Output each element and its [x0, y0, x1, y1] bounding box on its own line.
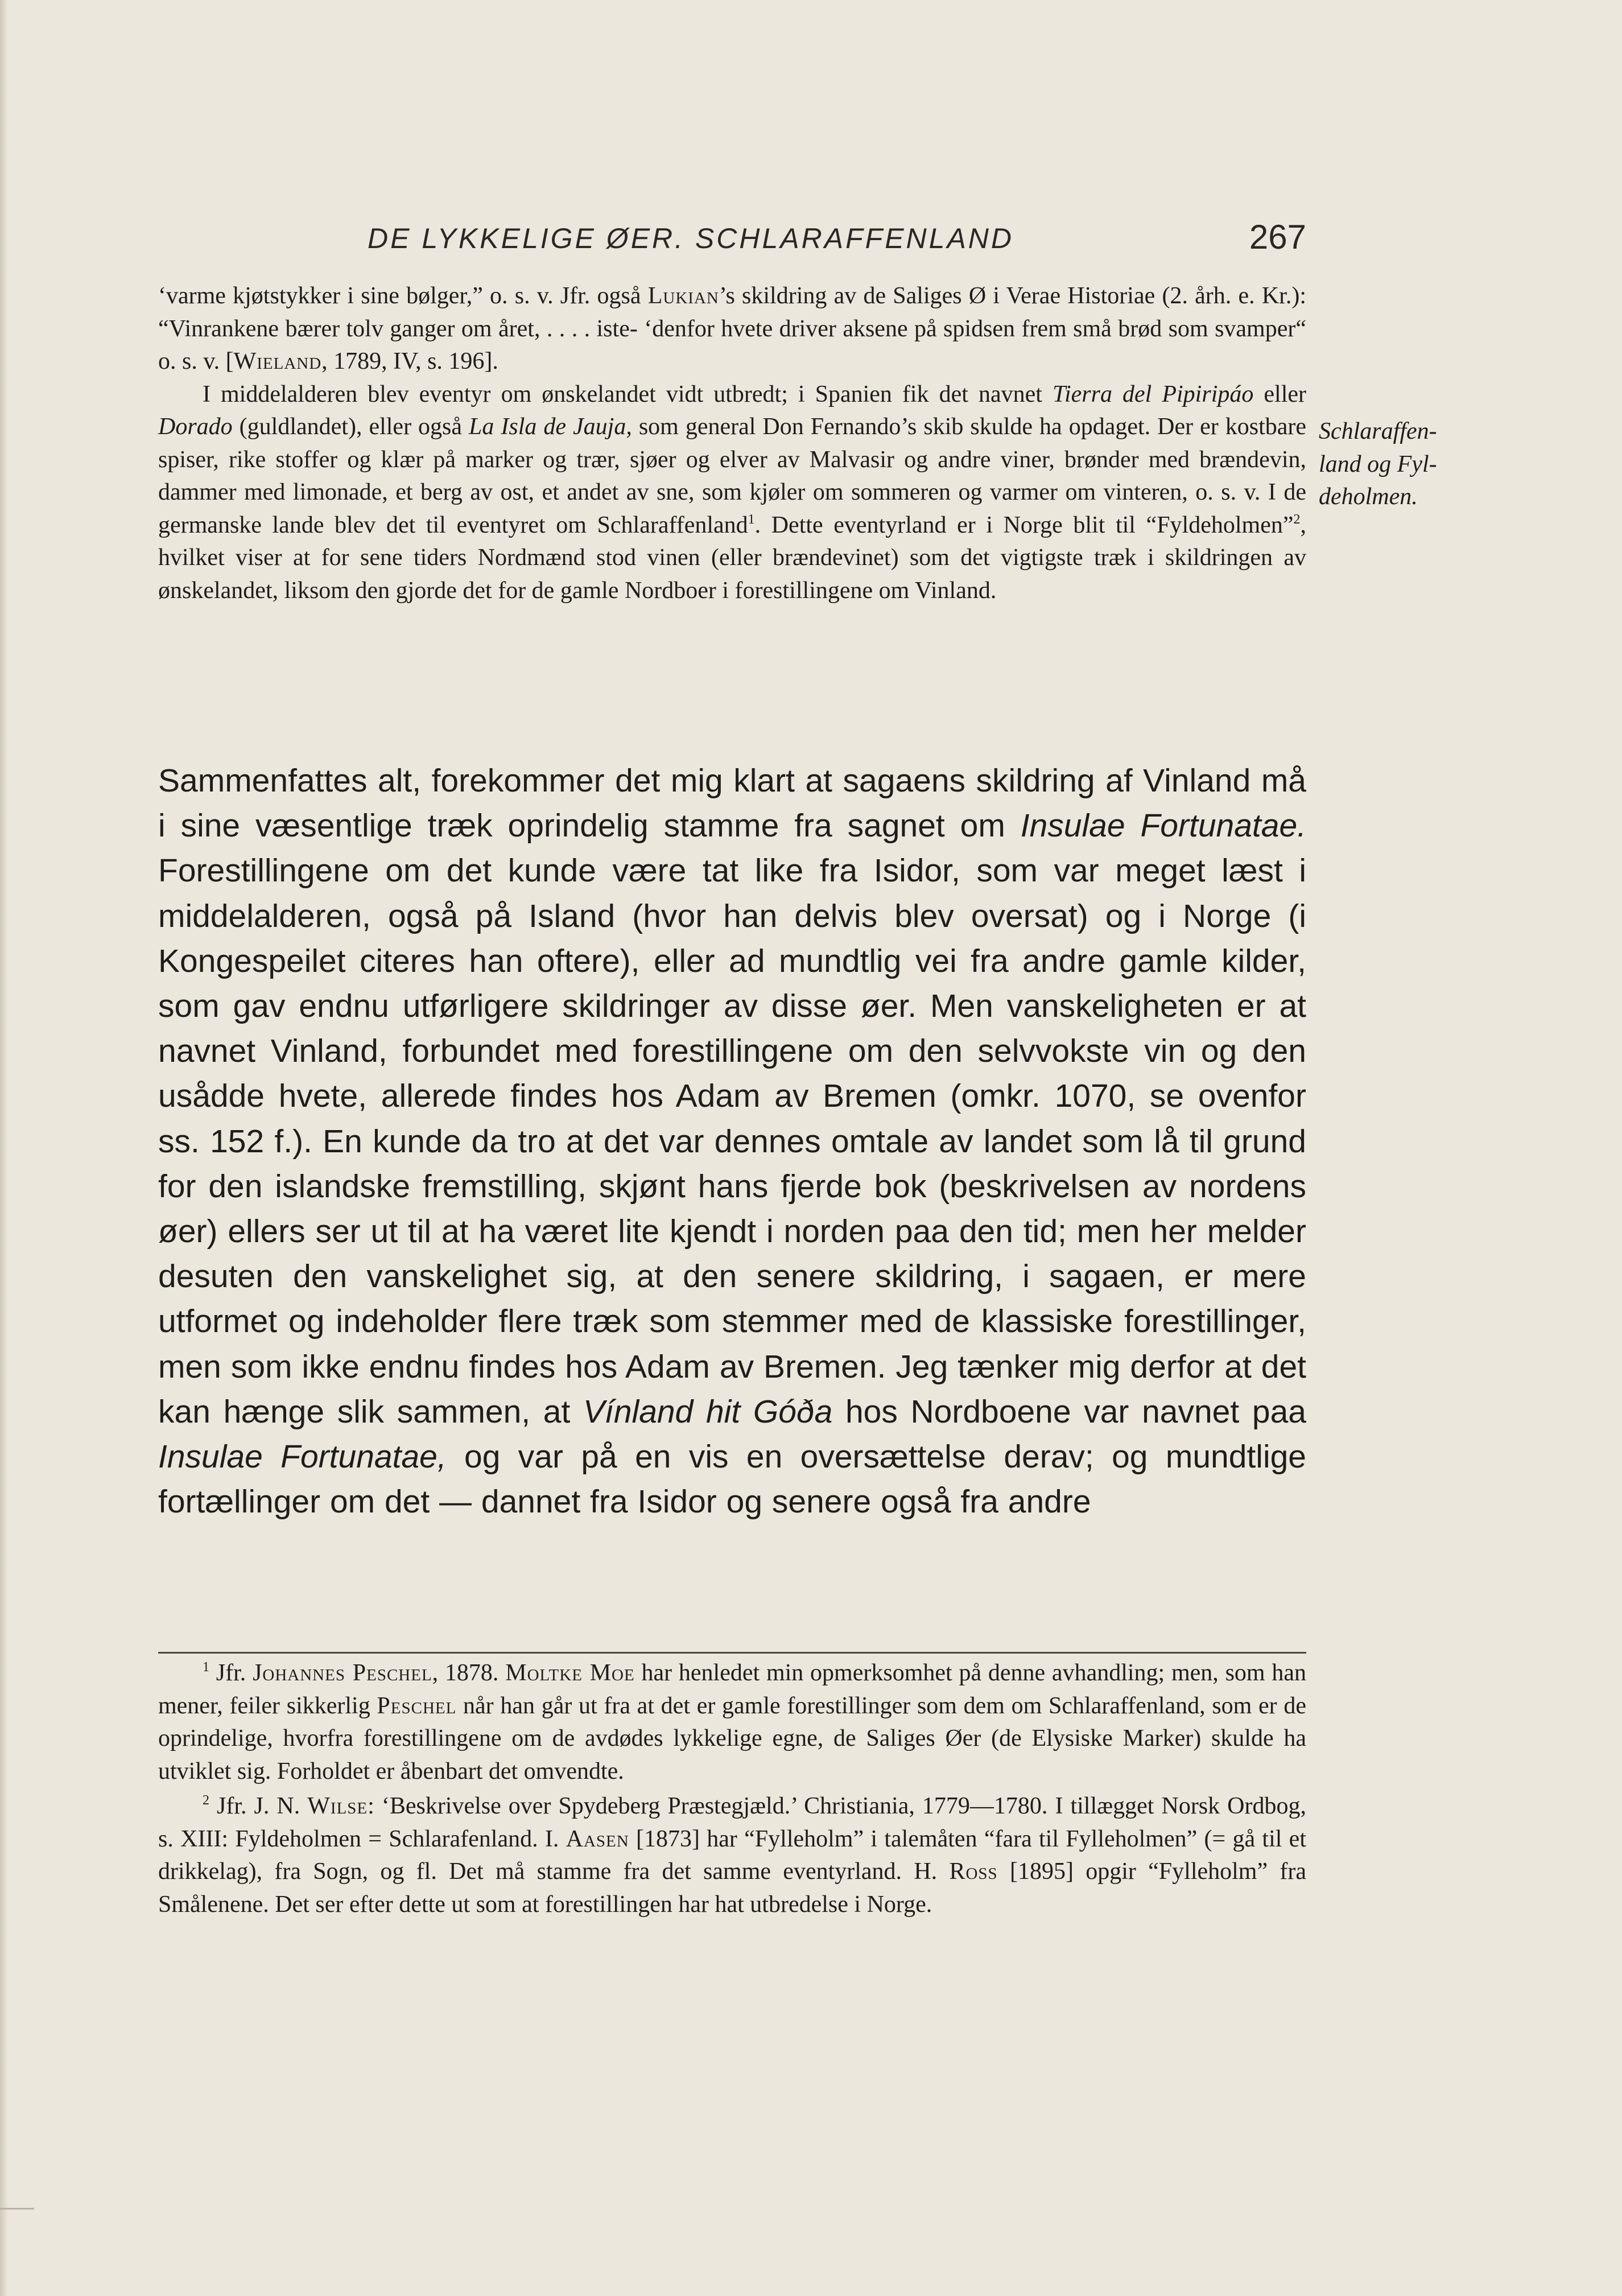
margin-note-line: land og Fyl- [1319, 451, 1437, 477]
footnote-1 [158, 1657, 1306, 1788]
text-run: : ‘Beskrivelse over Spydeberg Præstegjæld.’ Christiania, 1779—1780. I tillægget Norsk Ordbog, s. XIII: Fyldeholmen = Schlarafenland. I. [158, 1793, 1306, 1852]
text-run: som general Don Fernando’s skib skulde ha opdaget. Der er kostbare spiser, rike stoffer og klær på marker og trær, sjøer og elver av Malvasir og andre viner, brønder med brændevin, dammer med limonade, et berg av ost, et andet av sne, som kjøler om sommeren og varmer om vinteren, o. s. v. I de germanske lande blev det til eventyret om Schlaraffenland [158, 414, 1307, 538]
text-run: ‘varme kjøtstykker i sine bølger,” o. s. v. Jfr. også [158, 283, 648, 309]
italic-term: La Isla de Jauja, [469, 414, 632, 440]
author-name: Peschel [377, 1692, 457, 1719]
italic-term: Tierra del Pipiripáo [1052, 381, 1254, 407]
page-edge-mark [0, 2208, 34, 2210]
author-name: Ross [949, 1858, 998, 1885]
running-title: DE LYKKELIGE ØER. SCHLARAFFENLAND [368, 222, 1014, 254]
quote-paragraph-1 [158, 280, 1306, 378]
margin-note [1319, 415, 1489, 514]
text-run: (guldlandet), eller også [232, 414, 469, 440]
author-name: Aasen [566, 1825, 629, 1852]
author-name: Moltke Moe [505, 1660, 635, 1686]
text-run: eller [1253, 381, 1307, 407]
main-paragraph [158, 759, 1306, 1524]
footnote-ref: 1 [748, 512, 755, 527]
text-run: [1895] opgir “Fylleholm” fra Smålenene. Det ser efter dette ut som at forestillingen har hat utbredelse i Norge. [158, 1858, 1307, 1918]
text-run: I middelalderen blev eventyr om ønskelandet vidt utbredt; i Spanien fik det navnet [203, 381, 1053, 407]
italic-term: Vínland hit Góða [583, 1393, 833, 1430]
italic-term: Insulae Fortunatae. [1020, 807, 1307, 844]
author-name: Lukian [647, 283, 719, 309]
text-run: , 1789, IV, s. 196]. [321, 348, 498, 374]
text-run: . Dette eventyrland er i Norge blit til “Fyldeholmen” [754, 512, 1294, 538]
text-run: Sammenfattes alt, forekommer det mig klart at sagaens skildring af Vinland må i sine væsentlige træk oprindelig stamme fra sagnet om [158, 762, 1306, 844]
text-run: , 1878. [432, 1660, 506, 1686]
text-run: Forestillingene om det kunde være tat like fra Isidor, som var meget læst i middelalderen, også på Island (hvor han delvis blev oversat) og i Norge (i Kongespeilet citeres han oftere), eller ad mundtlig vei fra andre gamle kilder, som gav endnu utførligere skildringer av disse øer. Men vanskeligheten er at navnet Vinland, forbundet med forestillingene om den selvvokste vin og den usådde hvete, allerede findes hos Adam av Bremen (omkr. 1070, se ovenfor ss. 152 f.). En kunde da tro at det var dennes omtale av landet som lå til grund for den islandske fremstilling, skjønt hans fjerde bok (beskrivelsen av nordens øer) ellers ser ut til at ha været lite kjendt i norden paa den tid; men her melder desuten den vanskelighet sig, at den senere skildring, i sagaen, er mere utformet og indeholder flere træk som stemmer med de klassiske forestillinger, men som ikke endnu findes hos Adam av Bremen. Jeg tænker mig derfor at det kan hænge slik sammen, at [158, 852, 1306, 1430]
footnote-ref: 2 [1293, 512, 1301, 527]
footnote-marker: 2 [203, 1793, 209, 1808]
text-run: har henledet min opmerksomhet på denne avhandling; men, som han mener, feiler sikkerlig [158, 1660, 1307, 1719]
text-run: Jfr. J. N. [209, 1793, 308, 1819]
text-run: ’s skildring av de Saliges Ø i Verae Historiae (2. årh. e. Kr.): “Vinrankene bærer tolv ganger om året, . . . . iste- ‘denfor hvete driver aksene på spidsen frem små brød som svamper“ o. s. v. [ [158, 283, 1307, 374]
footnote-marker: 1 [203, 1660, 209, 1675]
margin-note-line: deholmen. [1319, 484, 1418, 510]
footnote-2 [158, 1790, 1306, 1921]
footnotes [158, 1657, 1306, 1921]
running-header [368, 217, 1306, 269]
footnote-divider [158, 1652, 1306, 1654]
quote-paragraph-2 [158, 378, 1306, 608]
italic-term: Insulae Fortunatae, [158, 1438, 447, 1475]
author-name: Wilse [307, 1793, 368, 1819]
text-run: hos Nordboene var navnet paa [832, 1393, 1306, 1430]
text-run: og var på en vis en oversættelse derav; og mundtlige fortællinger om det — dannet fra Isidor og senere også fra andre [158, 1438, 1307, 1520]
quote-block [158, 280, 1306, 607]
text-run: [1873] har “Fylleholm” i talemåten “fara til Fylleholmen” (= gå til et drikkelag), fra Sogn, og fl. Det må stamme fra det samme eventyrland. H. [158, 1825, 1306, 1885]
text-run: Jfr. [209, 1660, 253, 1686]
text-run: , hvilket viser at for sene tiders Nordmænd stod vinen (eller brændevinet) som det vigtigste træk i skildringen av ønskelandet, liksom den gjorde det for de gamle Nordboer i forestillingene om Vinland. [158, 512, 1306, 604]
text-run: når han går ut fra at det er gamle forestillinger som dem om Schlaraffenland, som er de oprindelige, hvorfra forestillingene om de avdødes lykkelige egne, de Saliges Øer (de Elysiske Marker) skulde ha utviklet sig. Forholdet er åbenbart det omvendte. [158, 1692, 1306, 1784]
page-edge [0, 0, 8, 2296]
italic-term: Dorado [158, 414, 233, 440]
margin-note-line: Schlaraffen- [1319, 418, 1437, 444]
author-name: Johannes Peschel [253, 1660, 432, 1686]
page-number: 267 [1249, 218, 1306, 256]
author-name: Wieland [233, 348, 322, 374]
